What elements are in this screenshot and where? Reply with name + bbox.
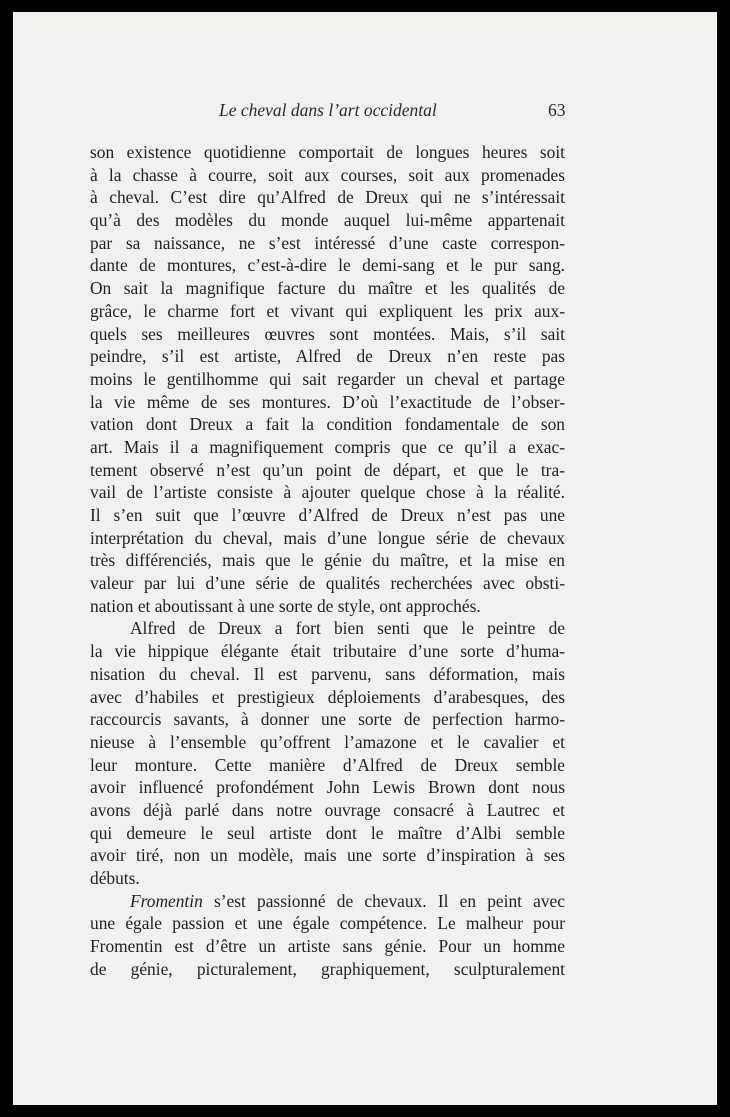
text-line: de génie, picturalement, graphiquement, sculpturalement: [90, 958, 565, 979]
text-line: raccourcis savants, à donner une sorte de perfection harmo-: [90, 709, 565, 730]
text-line: art. Mais il a magnifiquement compris que ce qu’il a exac-: [90, 436, 565, 457]
text-line: quels ses meilleures œuvres sont montées. Mais, s’il sait: [90, 323, 565, 344]
text-line: son existence quotidienne comportait de longues heures soit: [90, 142, 565, 162]
text-line: débuts.: [90, 868, 140, 888]
text-line: grâce, le charme fort et vivant qui expliquent les prix aux-: [90, 300, 565, 321]
text-line: la vie même de ses montures. D’où l’exactitude de l’obser-: [90, 391, 565, 412]
text-line: On sait la magnifique facture du maître et les qualités de: [90, 278, 565, 299]
text-line: nation et aboutissant à une sorte de style, ont approchés.: [90, 595, 481, 616]
text-line: leur monture. Cette manière d’Alfred de Dreux semble: [90, 754, 565, 775]
text-line: à cheval. C’est dire qu’Alfred de Dreux qui ne s’intéressait: [90, 187, 565, 208]
text-line: vation dont Dreux a fait la condition fondamentale de son: [90, 414, 565, 435]
running-title: Le cheval dans l’art occidental: [219, 100, 437, 120]
text-line: une égale passion et une égale compétence. Le malheur pour: [90, 913, 565, 934]
text-line: Fromentin est d’être un artiste sans génie. Pour un homme: [90, 936, 565, 957]
text-line: Il s’en suit que l’œuvre d’Alfred de Dreux n’est pas une: [90, 505, 565, 525]
text-fragment: s’est passionné de chevaux. Il en peint avec: [202, 890, 565, 911]
text-line: qu’à des modèles du monde auquel lui-même appartenait: [90, 210, 565, 231]
text-line: dante de montures, c’est-à-dire le demi-sang et le pur sang.: [90, 255, 565, 276]
text-line: peindre, s’il est artiste, Alfred de Dreux n’en reste pas: [90, 346, 565, 367]
page-header: [13, 100, 717, 124]
text-line: nisation du cheval. Il est parvenu, sans déformation, mais: [90, 663, 565, 684]
body-text: [90, 141, 565, 980]
text-line: [90, 890, 565, 913]
text-line: qui demeure le seul artiste dont le maître d’Albi semble: [90, 822, 565, 843]
text-line: moins le gentilhomme qui sait regarder un cheval et partage: [90, 368, 565, 389]
text-line: vail de l’artiste consiste à ajouter quelque chose à la réalité.: [90, 482, 565, 503]
text-line: très différenciés, mais que le génie du maître, et la mise en: [90, 550, 565, 571]
text-line: avoir tiré, non un modèle, mais une sorte d’inspiration à ses: [90, 845, 565, 866]
text-line: nieuse à l’ensemble qu’offrent l’amazone et le cavalier et: [90, 731, 565, 752]
text-line: la vie hippique élégante était tributaire d’une sorte d’huma-: [90, 641, 565, 662]
text-line: avoir influencé profondément John Lewis Brown dont nous: [90, 777, 565, 798]
artist-name: Fromentin: [130, 890, 203, 911]
text-line: avec d’habiles et prestigieux déploiements d’arabesques, des: [90, 686, 565, 707]
text-line: valeur par lui d’une série de qualités recherchées avec obsti-: [90, 573, 565, 594]
text-line: par sa naissance, ne s’est intéressé d’une caste correspon-: [90, 232, 565, 253]
text-line: interprétation du cheval, mais d’une longue série de chevaux: [90, 527, 565, 548]
page-number: 63: [548, 100, 566, 120]
text-line: avons déjà parlé dans notre ouvrage consacré à Lautrec et: [90, 799, 565, 820]
text-line: à la chasse à courre, soit aux courses, soit aux promenades: [90, 164, 565, 185]
text-line: tement observé n’est qu’un point de départ, et que le tra-: [90, 459, 565, 480]
text-line: Alfred de Dreux a fort bien senti que le peintre de: [130, 618, 565, 639]
book-page: [13, 12, 717, 1105]
